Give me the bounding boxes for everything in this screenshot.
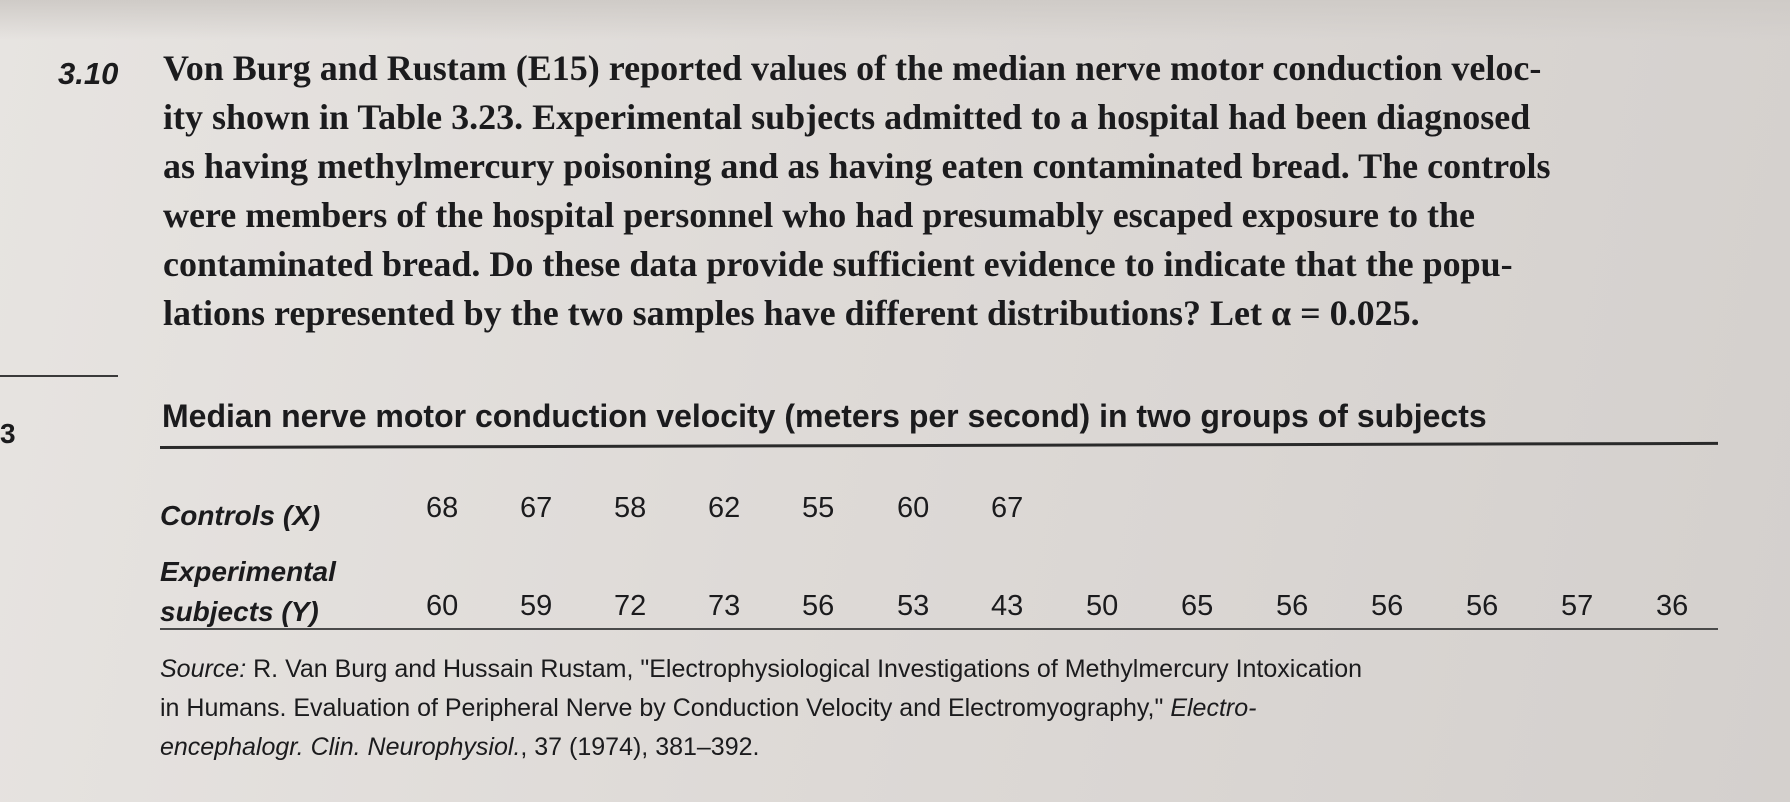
source-text: in Humans. Evaluation of Peripheral Nerve by Conduction Velocity and Electromyography," [160, 694, 1171, 722]
controls-value: 62 [708, 492, 741, 524]
experimental-value: 50 [1086, 590, 1119, 622]
controls-label: Controls (X) [160, 500, 321, 531]
section-divider [0, 375, 118, 377]
problem-line: lations represented by the two samples have different distributions? Let α = 0.025. [163, 293, 1420, 333]
controls-value: 60 [897, 492, 930, 524]
problem-statement [163, 44, 1708, 338]
experimental-value: 73 [708, 590, 741, 622]
experimental-value: 43 [991, 590, 1024, 622]
source-text: , 37 (1974), 381–392. [520, 733, 760, 761]
source-label: Source: [160, 655, 247, 683]
controls-value: 55 [802, 492, 835, 524]
table-top-rule [160, 442, 1718, 449]
problem-number: 3.10 [58, 56, 119, 91]
experimental-label: subjects (Y) [160, 596, 319, 627]
problem-line: were members of the hospital personnel who had presumably escaped exposure to the [163, 195, 1475, 235]
problem-line: ity shown in Table 3.23. Experimental subjects admitted to a hospital had been diagnosed [163, 97, 1531, 137]
experimental-value: 56 [1276, 590, 1309, 622]
experimental-value: 72 [614, 590, 647, 622]
source-line [160, 728, 1720, 767]
problem-line: Von Burg and Rustam (E15) reported values of the median nerve motor conduction veloc- [163, 48, 1542, 88]
experimental-value: 53 [897, 590, 930, 622]
controls-value: 67 [991, 492, 1024, 524]
source-line [160, 650, 1720, 689]
experimental-value: 56 [802, 590, 835, 622]
journal-name: encephalogr. Clin. Neurophysiol. [160, 733, 521, 761]
problem-line: contaminated bread. Do these data provide sufficient evidence to indicate that the popu- [163, 244, 1513, 284]
experimental-value: 59 [520, 590, 553, 622]
controls-value: 58 [614, 492, 647, 524]
journal-name: Electro- [1170, 694, 1257, 722]
experimental-value: 57 [1561, 590, 1594, 622]
controls-value: 68 [426, 492, 459, 524]
experimental-value: 56 [1466, 590, 1499, 622]
experimental-value: 36 [1656, 590, 1689, 622]
source-note [160, 650, 1720, 767]
problem-line: as having methylmercury poisoning and as having eaten contaminated bread. The controls [163, 146, 1551, 186]
experimental-label: Experimental [160, 556, 336, 587]
controls-value: 67 [520, 492, 553, 524]
table-bottom-rule [160, 628, 1718, 630]
experimental-value: 56 [1371, 590, 1404, 622]
table-title: Median nerve motor conduction velocity (meters per second) in two groups of subjects [162, 398, 1487, 434]
source-text: R. Van Burg and Hussain Rustam, "Electrophysiological Investigations of Methylmercury Intoxication [246, 655, 1363, 683]
page-top-shadow [0, 0, 1790, 40]
table-number: 3 [0, 418, 16, 449]
experimental-value: 60 [426, 590, 459, 622]
source-line [160, 689, 1720, 728]
experimental-value: 65 [1181, 590, 1214, 622]
